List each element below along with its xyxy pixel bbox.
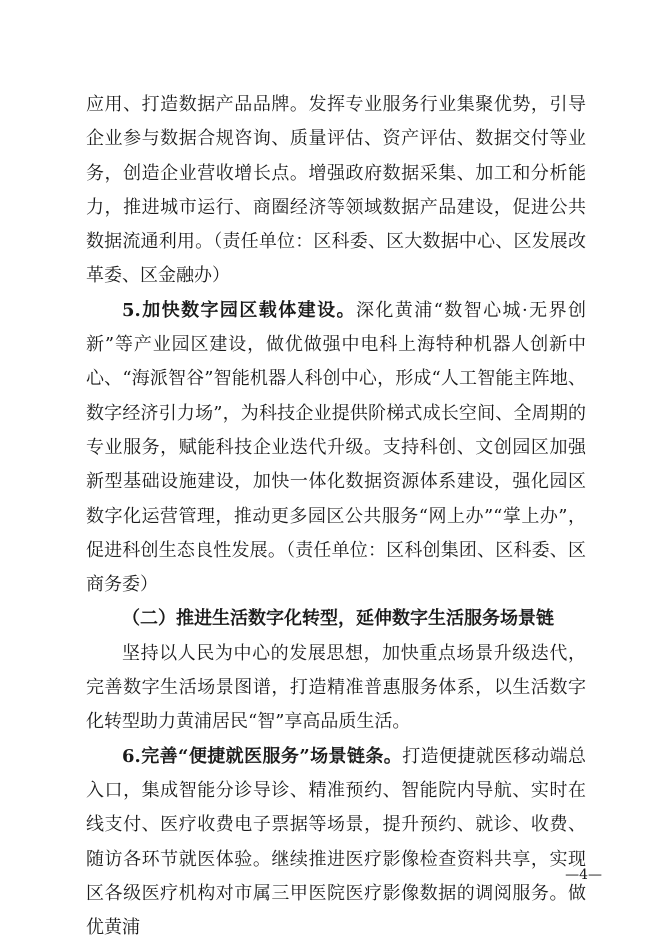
page-number: —4—	[565, 867, 602, 883]
document-body	[86, 88, 586, 945]
paragraph-section-2-intro: 坚持以人民为中心的发展思想，加快重点场景升级迭代，完善数字生活场景图谱，打造精准普惠服务体系，以生活数字化转型助力黄浦居民“智”享高品质生活。	[86, 642, 586, 733]
item-5-digital-park	[86, 294, 586, 603]
section-2-title: （二）推进生活数字化转型，延伸数字生活服务场景链	[122, 608, 554, 630]
item-5-body: 深化黄浦“数智心城·无界创新”等产业园区建设，做优做强中电科上海特种机器人创新中心、“海派智谷”智能机器人科创中心，形成“人工智能主阵地、数字经济引力场”，为科技企业提供阶梯式成长空间、全周期的专业服务，赋能科技企业迭代升级。支持科创、文创园区加强新型基础设施建设，加快一体化数据资源体系建设，强化园区数字化运营管理，推动更多园区公共服务“网上办”“掌上办”，促进科创生态良性发展。（责任单位：区科创集团、区科委、区商务委）	[86, 299, 586, 596]
item-6-body: 打造便捷就医移动端总入口，集成智能分诊导诊、精准预约、智能院内导航、实时在线支付、医疗收费电子票据等场景，提升预约、就诊、收费、随访各环节就医体验。继续推进医疗影像检查资料共享，实现区各级医疗机构对市属三甲医院医疗影像数据的调阅服务。做优黄浦	[86, 745, 586, 939]
item-5-heading: 5.加快数字园区载体建设。	[122, 299, 356, 321]
paragraph-data-products: 应用、打造数据产品品牌。发挥专业服务行业集聚优势，引导企业参与数据合规咨询、质量评估、资产评估、数据交付等业务，创造企业营收增长点。增强政府数据采集、加工和分析能力，推进城市运行、商圈经济等领域数据产品建设，促进公共数据流通利用。（责任单位：区科委、区大数据中心、区发展改革委、区金融办）	[86, 94, 586, 287]
item-6-heading: 6.完善“便捷就医服务”场景链条。	[122, 745, 403, 767]
item-6-medical-service	[86, 740, 586, 945]
